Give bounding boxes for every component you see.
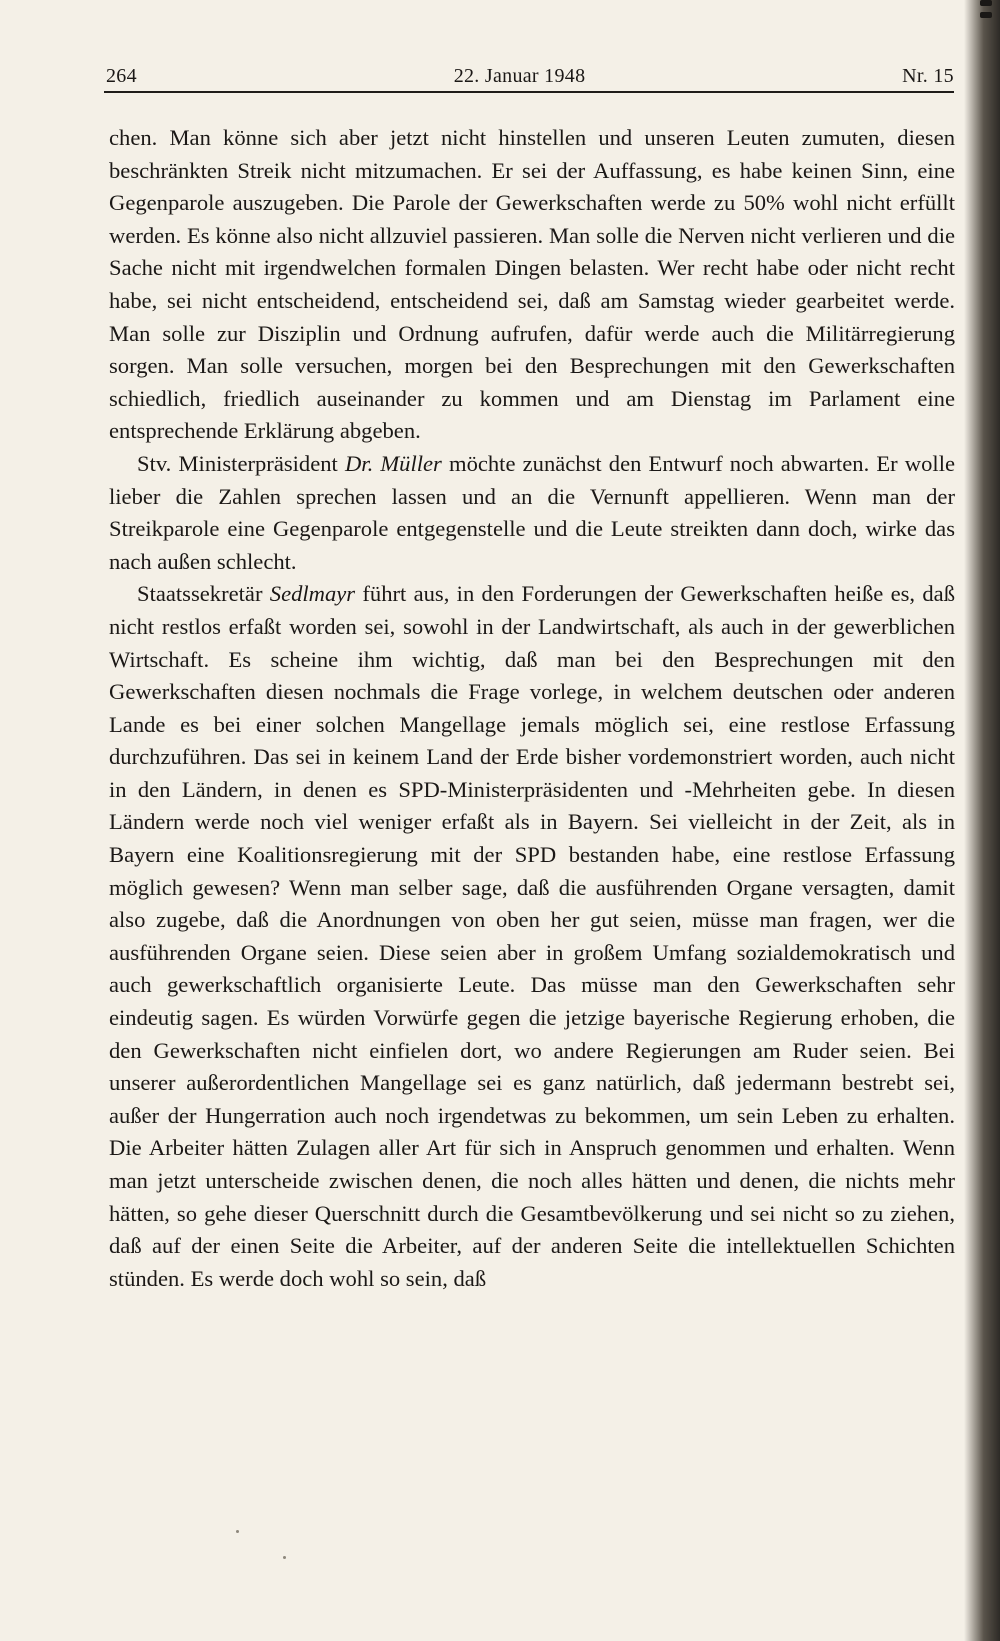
paragraph-text: chen. Man könne sich aber jetzt nicht hinstellen und unseren Leuten zumuten, diesen beschränkten Streik nicht mitzumachen. Er sei der Auffassung, es habe keinen Sinn, eine Gegenparole auszugeben. Die Parole der Gewerkschaften werde zu 50% wohl nicht erfüllt werden. Es könne also nicht allzuviel passieren. Man solle die Nerven nicht verlieren und die Sache nicht mit irgendwelchen formalen Dingen belasten. Wer recht habe oder nicht recht habe, sei nicht entscheidend, entscheidend sei, daß am Samstag wieder gearbeitet werde. Man solle zur Disziplin und Ordnung aufrufen, dafür werde auch die Militärregierung sorgen. Man solle versuchen, morgen bei den Besprechungen mit den Gewerkschaften schiedlich, friedlich auseinander zu kommen und am Dienstag im Parlament eine entsprechende Erklärung abgeben.: [109, 125, 955, 444]
document-number: Nr. 15: [902, 65, 954, 87]
speaker-name: Sedlmayr: [269, 581, 356, 607]
scan-edge-shadow: [964, 0, 1000, 1641]
paragraph-mueller: [109, 448, 955, 578]
page-number: 264: [106, 65, 137, 87]
body-text: [109, 122, 955, 1295]
paragraph-prefix: Staatssekretär: [137, 581, 270, 607]
paragraph-sedlmayr: [109, 578, 955, 1295]
header-rule: [104, 91, 954, 93]
scan-edge-marks: [980, 0, 994, 40]
page-date: 22. Januar 1948: [453, 65, 586, 87]
paragraph-continuation: [109, 122, 955, 448]
paragraph-text: möchte zunächst den Entwurf noch abwarten. Er wolle lieber die Zahlen sprechen lassen und an die Vernunft appellieren. Wenn man der Streikparole eine Gegenparole entgegenstelle und die Leute streikten dann doch, wirke das nach außen schlecht.: [109, 450, 955, 574]
running-head: [106, 58, 954, 88]
scan-speck: [236, 1530, 239, 1533]
scan-speck: [283, 1556, 286, 1559]
paragraph-text: führt aus, in den Forderungen der Gewerkschaften heiße es, daß nicht restlos erfaßt worden sei, sowohl in der Landwirtschaft, als auch in der gewerblichen Wirtschaft. Es scheine ihm wichtig, daß man bei den Besprechungen mit den Gewerkschaften diesen nochmals die Frage vorlege, in welchem deutschen oder anderen Lande es bei einer solchen Mangellage jemals möglich sei, eine restlose Erfassung durchzuführen. Das sei in keinem Land der Erde bisher vordemonstriert worden, auch nicht in den Ländern, in denen es SPD-Ministerpräsidenten und -Mehrheiten gebe. In diesen Ländern werde noch viel weniger erfaßt als in Bayern. Sei vielleicht in der Zeit, als in Bayern eine Koalitionsregierung mit der SPD bestanden habe, eine restlose Erfassung möglich gewesen? Wenn man selber sage, daß die ausführenden Organe versagten, damit also zugebe, daß die Anordnungen von oben her gut seien, müsse man fragen, wer die ausführenden Organe seien. Diese seien aber in großem Umfang sozialdemokratisch und auch gewerkschaftlich organisierte Leute. Das müsse man den Gewerkschaften sehr eindeutig sagen. Es würden Vorwürfe gegen die jetzige bayerische Regierung erhoben, die den Gewerkschaften nicht einfielen dort, wo andere Regierungen am Ruder seien. Bei unserer außerordentlichen Mangellage sei es ganz natürlich, daß jedermann bestrebt sei, außer der Hungerration auch noch irgendetwas zu bekommen, um sein Leben zu erhalten. Die Arbeiter hätten Zulagen aller Art für sich in Anspruch genommen und erhalten. Wenn man jetzt unterscheide zwischen denen, die noch alles hätten und denen, die nichts mehr hätten, so gehe dieser Querschnitt durch die Gesamtbevölkerung und sei nicht so zu ziehen, daß auf der einen Seite die Arbeiter, auf der anderen Seite die intellektuellen Schichten stünden. Es werde doch wohl so sein, daß: [109, 581, 955, 1291]
speaker-name: Dr. Müller: [344, 450, 442, 476]
paragraph-prefix: Stv. Ministerpräsident: [137, 450, 345, 476]
